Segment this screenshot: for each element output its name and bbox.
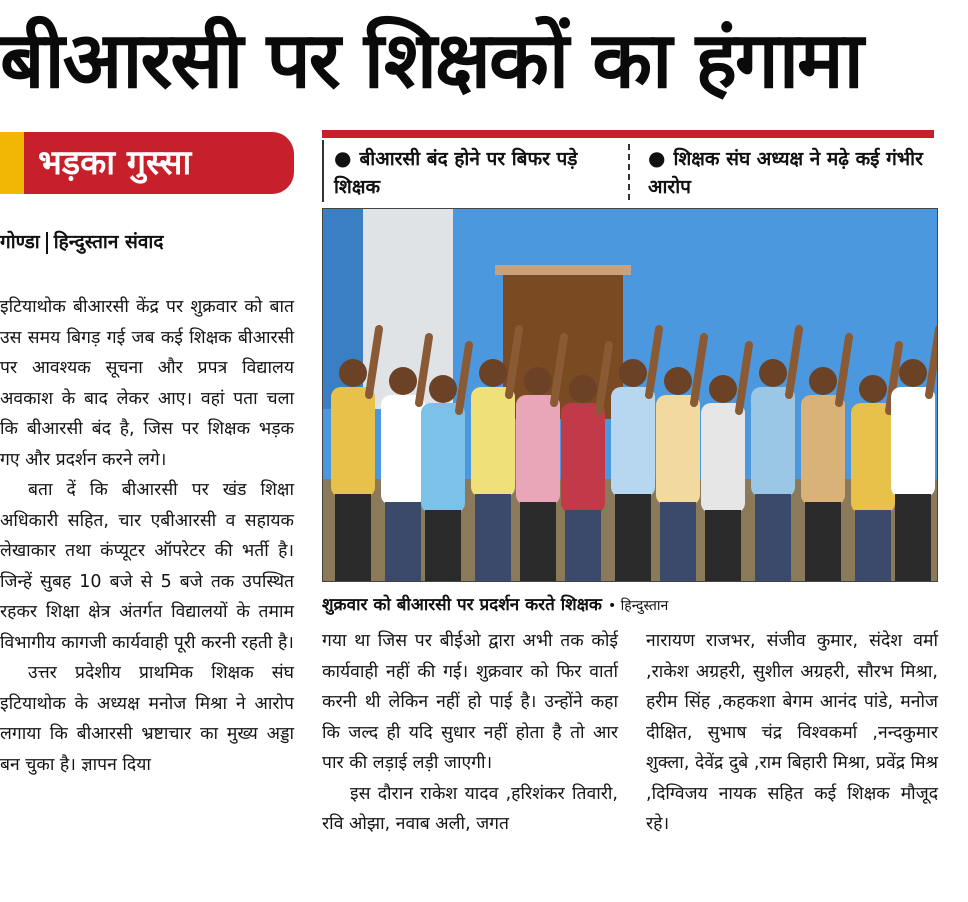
tag-label: भड़का गुस्सा: [24, 132, 294, 194]
paragraph: बता दें कि बीआरसी पर खंड शिक्षा अधिकारी सहित, चार एबीआरसी व सहायक लेखाकार तथा कंप्यूटर ऑपरेटर की भर्ती है। जिन्हें सुबह 10 बजे से 5 बजे तक उपस्थित रहकर शिक्षा क्षेत्र अंतर्गत विद्यालयों के तमाम विभागीय कागजी कार्यवाही पूरी करनी रहती है।: [0, 480, 294, 653]
dateline-agency: हिन्दुस्तान संवाद: [53, 231, 164, 253]
subhead-divider: [628, 144, 630, 200]
bullet-icon: ●: [648, 146, 666, 170]
paragraph: नारायण राजभर, संजीव कुमार, संदेश वर्मा ,राकेश अग्रहरी, सुशील अग्रहरी, सौरभ मिश्रा, हरीम सिंह ,कहकशा बेगम आनंद पांडे, मनोज दीक्षित, सुभाष चंद्र विश्वकर्मा ,नन्दकुमार शुक्ला, देवेंद्र दुबे ,राम बिहारी मिश्रा, प्रवेंद्र मिश्र ,दिग्विजय नायक सहित कई शिक्षक मौजूद रहे।: [646, 631, 938, 834]
subhead-left-rule: [322, 140, 324, 202]
protest-photo-illustration: [323, 209, 938, 582]
paragraph: उत्तर प्रदेशीय प्राथमिक शिक्षक संघ इटियाथोक के अध्यक्ष मनोज मिश्रा ने आरोप लगाया कि बीआरसी भ्रष्टाचार का मुख्य अड्डा बन चुका है। ज्ञापन दिया: [0, 663, 294, 775]
dateline: [0, 226, 300, 258]
section-tag: [0, 132, 294, 194]
paragraph: इस दौरान राकेश यादव ,हरिशंकर तिवारी, रवि ओझा, नवाब अली, जगत: [322, 783, 618, 834]
bullet-icon: ●: [334, 146, 352, 170]
subhead-2: [648, 144, 934, 202]
paragraph: इटियाथोक बीआरसी केंद्र पर शुक्रवार को बात उस समय बिगड़ गई जब कई शिक्षक बीआरसी पर आवश्यक सूचना और प्रपत्र विद्यालय अवकाश के बाद लेकर आए। वहां पता चला कि बीआरसी बंद है, जिस पर शिक्षक भड़क गए और प्रदर्शन करने लगे।: [0, 297, 294, 470]
subhead-1-text: बीआरसी बंद होने पर बिफर पड़े शिक्षक: [334, 148, 578, 198]
dateline-place: गोण्डा: [0, 231, 40, 253]
caption-text: शुक्रवार को बीआरसी पर प्रदर्शन करते शिक्षक: [322, 595, 602, 615]
photo-credit: • हिन्दुस्तान: [607, 598, 669, 614]
article-column-3: [646, 626, 938, 840]
tag-accent: [0, 132, 24, 194]
article-column-2: [322, 626, 618, 840]
news-photo: [322, 208, 938, 582]
photo-caption: [322, 590, 938, 620]
subhead-1: [334, 144, 620, 202]
subhead-rule: [322, 130, 934, 138]
subhead-2-text: शिक्षक संघ अध्यक्ष ने मढ़े कई गंभीर आरोप: [648, 148, 923, 198]
paragraph: गया था जिस पर बीईओ द्वारा अभी तक कोई कार्यवाही नहीं की गई। शुक्रवार को फिर वार्ता करनी थी लेकिन नहीं हो पाई है। उन्होंने कहा कि जल्द ही यदि सुधार नहीं होता है तो आर पार की लड़ाई लड़ी जाएगी।: [322, 631, 618, 773]
headline: बीआरसी पर शिक्षकों का हंगामा: [0, 16, 862, 106]
dateline-separator: [46, 232, 48, 254]
article-column-1: [0, 292, 294, 780]
